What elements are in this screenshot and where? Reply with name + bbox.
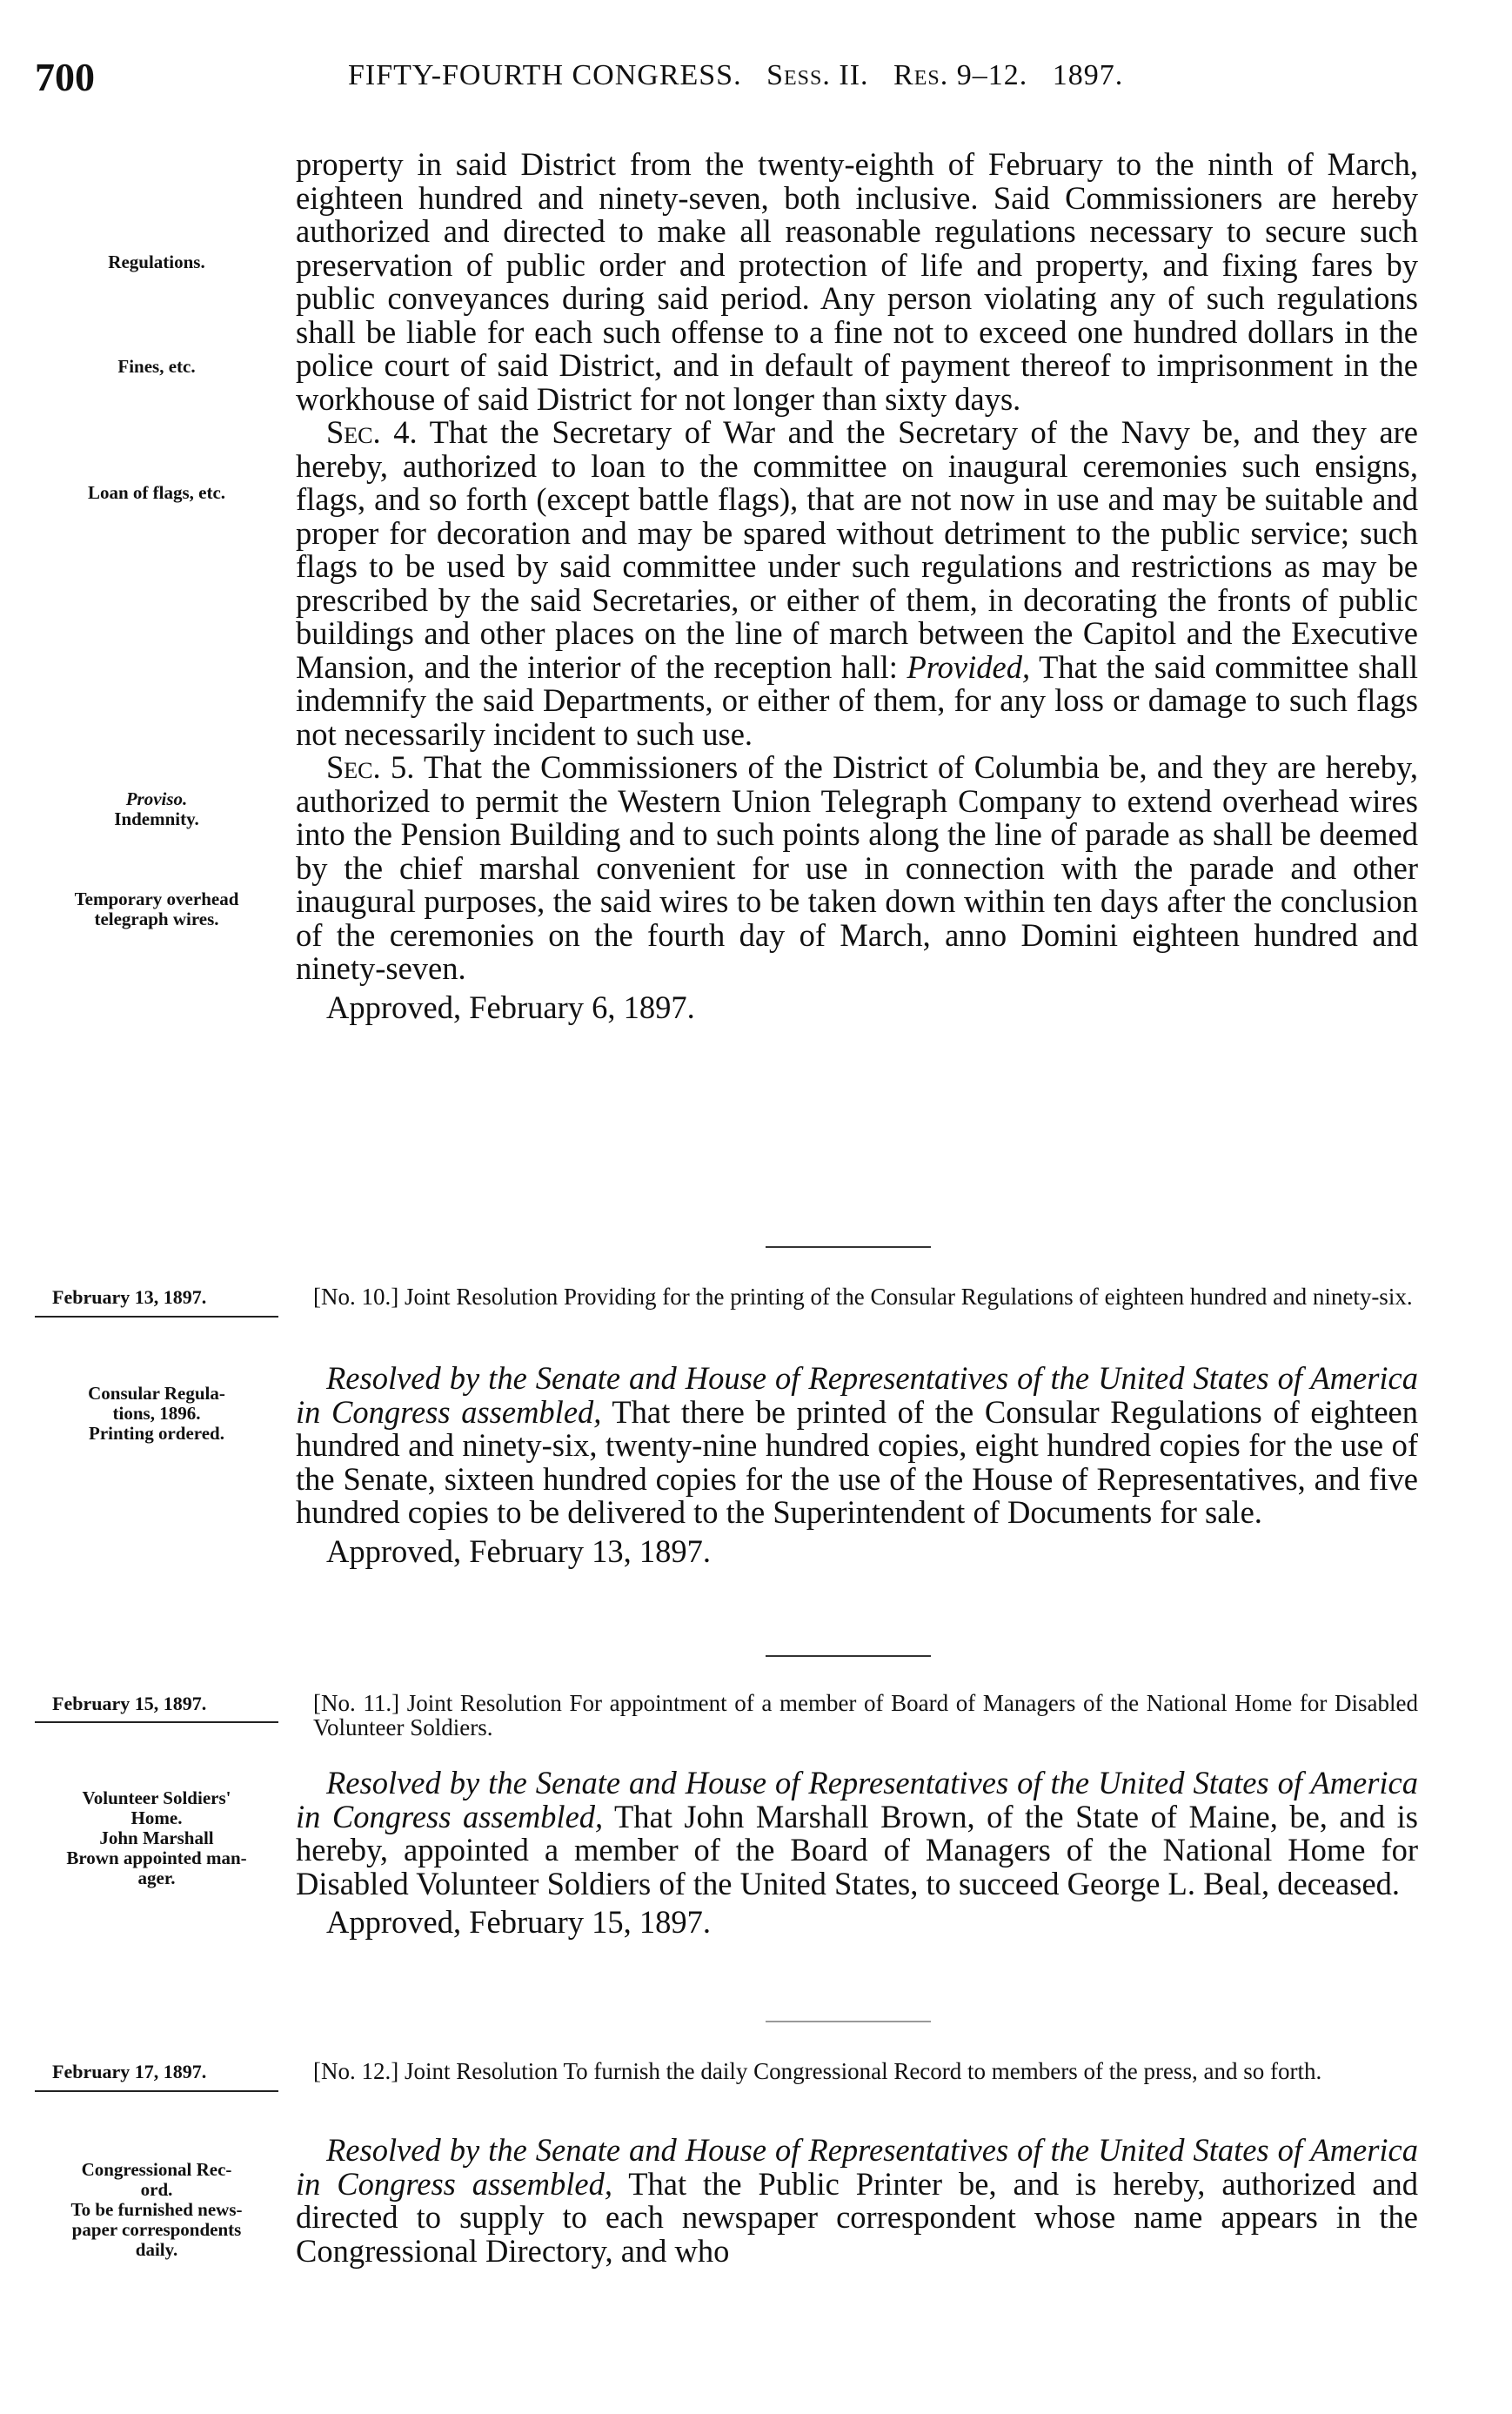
res11-date: February 15, 1897. [52,1693,207,1714]
res12-resolution-text: That the Public Printer be, and is hereby, authorized and directed to supply to each newspaper correspondent whose name appears in the Congressional Directory, and who [296,2165,1418,2269]
res9-body [296,148,1418,1024]
separator-rule [766,1655,931,1657]
res9-paragraph-continued: property in said District from the twenty-eighth of February to the ninth of March, eighteen hundred and ninety-seven, both inclusive. Said Commissioners are hereby authorized and directed to make all reasonable regulations necessary to secure such preservation of public order and protection of life and property, and fixing fares by public conveyances during said period. Any person violating any of such regulations shall be liable for each such offense to a fine not to exceed one hundred dollars in the police court of said District, and in default of payment thereof to imprisonment in the workhouse of said District for not longer than sixty days. [296,146,1418,417]
res11-body [296,1767,1418,1940]
running-title-res: Res. 9–12. [893,59,1028,91]
margin-note-loan-flags: Loan of flags, etc. [87,482,226,503]
sec5-label: Sec. 5. [326,749,415,785]
res11-approved: Approved, February 15, 1897. [326,1904,711,1940]
res10-text [296,1362,1418,1530]
running-title-year: 1897. [1052,59,1124,91]
margin-note-regulations: Regulations. [108,251,205,272]
margin-note-record-1: Congressional Rec- [81,2159,232,2180]
res12-heading: [No. 12.] Joint Resolution To furnish the daily Congressional Record to members of the press, and so forth. [313,2058,1322,2084]
margin-note-telegraph-1: Temporary overhead [74,888,239,909]
res10-heading: [No. 10.] Joint Resolution Providing for the printing of the Consular Regulations of eighteen hundred and ninety-six. [313,1284,1413,1310]
running-title-session: Sess. II. [766,59,869,91]
res12-date-rule [35,2090,278,2092]
margin-note-record-5: daily. [135,2239,178,2260]
margin-note-fines: Fines, etc. [117,356,196,377]
margin-note-telegraph-2: telegraph wires. [94,909,219,929]
running-title-main: FIFTY-FOURTH CONGRESS. [348,59,742,91]
res11-date-rule [35,1721,278,1723]
res12-enacting-clause: Resolved by the Senate and House of Representatives of the United States of America in Congress assembled, [296,2132,1418,2202]
separator-rule [766,1246,931,1248]
margin-note-consular-2: tions, 1896. [112,1403,201,1424]
margin-note-proviso: Proviso. [125,788,188,809]
margin-note-volunteer-2: Home. [130,1807,183,1828]
margin-note-volunteer-3: John Marshall [99,1827,214,1848]
margin-note-consular-1: Consular Regula- [88,1383,225,1404]
margin-note-record-3: To be furnished news- [70,2199,243,2220]
res11-resolution-text: That John Marshall Brown, of the State of Maine, be, and is hereby, appointed a member of the Board of Managers of the National Home for Disabled Volunteer Soldiers of the United States, to succeed George L. Beal, deceased. [296,1798,1418,1901]
sec5-text: That the Commissioners of the District of Columbia be, and they are hereby, authorized to permit the Western Union Telegraph Company to extend overhead wires into the Pension Building and to such points along the line of parade as shall be deemed by the chief marshal convenient for use in connection with the parade and other inaugural purposes, the said wires to be taken down within ten days after the conclusion of the ceremonies on the fourth day of March, anno Domini eighteen hundred and ninety-seven. [296,749,1418,986]
running-header [35,54,1427,115]
running-title [348,59,1123,92]
res10-date-rule [35,1316,278,1318]
res9-approved: Approved, February 6, 1897. [326,989,695,1025]
margin-note-consular-3: Printing ordered. [89,1423,224,1444]
res10-enacting-clause: Resolved by the Senate and House of Representatives of the United States of America in Congress assembled, [296,1360,1418,1430]
margin-note-volunteer-4: Brown appointed man- [66,1847,247,1868]
res9-section-5 [296,751,1418,986]
res12-date: February 17, 1897. [52,2061,207,2082]
res11-enacting-clause: Resolved by the Senate and House of Representatives of the United States of America in Congress assembled, [296,1765,1418,1834]
res12-body [296,2134,1418,2268]
res9-section-4 [296,416,1418,751]
margin-note-volunteer-1: Volunteer Soldiers' [82,1787,231,1808]
page-number: 700 [35,55,95,99]
sec4-provided: Provided, [907,648,1031,685]
sec4-text-a: That the Secretary of War and the Secretary of the Navy be, and they are hereby, authorized to loan to the committee on inaugural ceremonies such ensigns, flags, and so forth (except battle flags), that are not now in use and may be suitable and proper for decoration and may be spared without detriment to the public service; such flags to be used by said committee under such regulations and restrictions as may be prescribed by the said Secretaries, or either of them, in decorating the fronts of public buildings and other places on the line of march between the Capitol and the Executive Mansion, and the interior of the reception hall: [296,414,1418,685]
res10-resolution-text: That there be printed of the Consular Regulations of eighteen hundred and ninety-six, twenty-nine hundred copies, eight hundred copies for the use of the Senate, sixteen hundred copies for the use of the House of Representatives, and five hundred copies to be delivered to the Superintendent of Documents for sale. [296,1393,1418,1530]
separator-rule [766,2021,931,2022]
res10-date: February 13, 1897. [52,1286,207,1308]
margin-note-record-4: paper correspondents [71,2219,242,2240]
margin-note-record-2: ord. [140,2179,173,2200]
res10-approved: Approved, February 13, 1897. [326,1532,711,1569]
sec4-label: Sec. 4. [326,414,418,450]
margin-note-volunteer-5: ager. [137,1867,176,1888]
res10-body [296,1362,1418,1568]
margin-note-indemnity: Indemnity. [114,808,199,829]
res12-text [296,2134,1418,2268]
res11-heading: [No. 11.] Joint Resolution For appointment of a member of Board of Managers of the National Home for Disabled Volunteer Soldiers. [313,1690,1418,1740]
sec4-text-b: That the said committee shall indemnify the said Departments, or either of them, for any loss or damage to such flags not necessarily incident to such use. [296,648,1418,752]
res11-text [296,1767,1418,1901]
